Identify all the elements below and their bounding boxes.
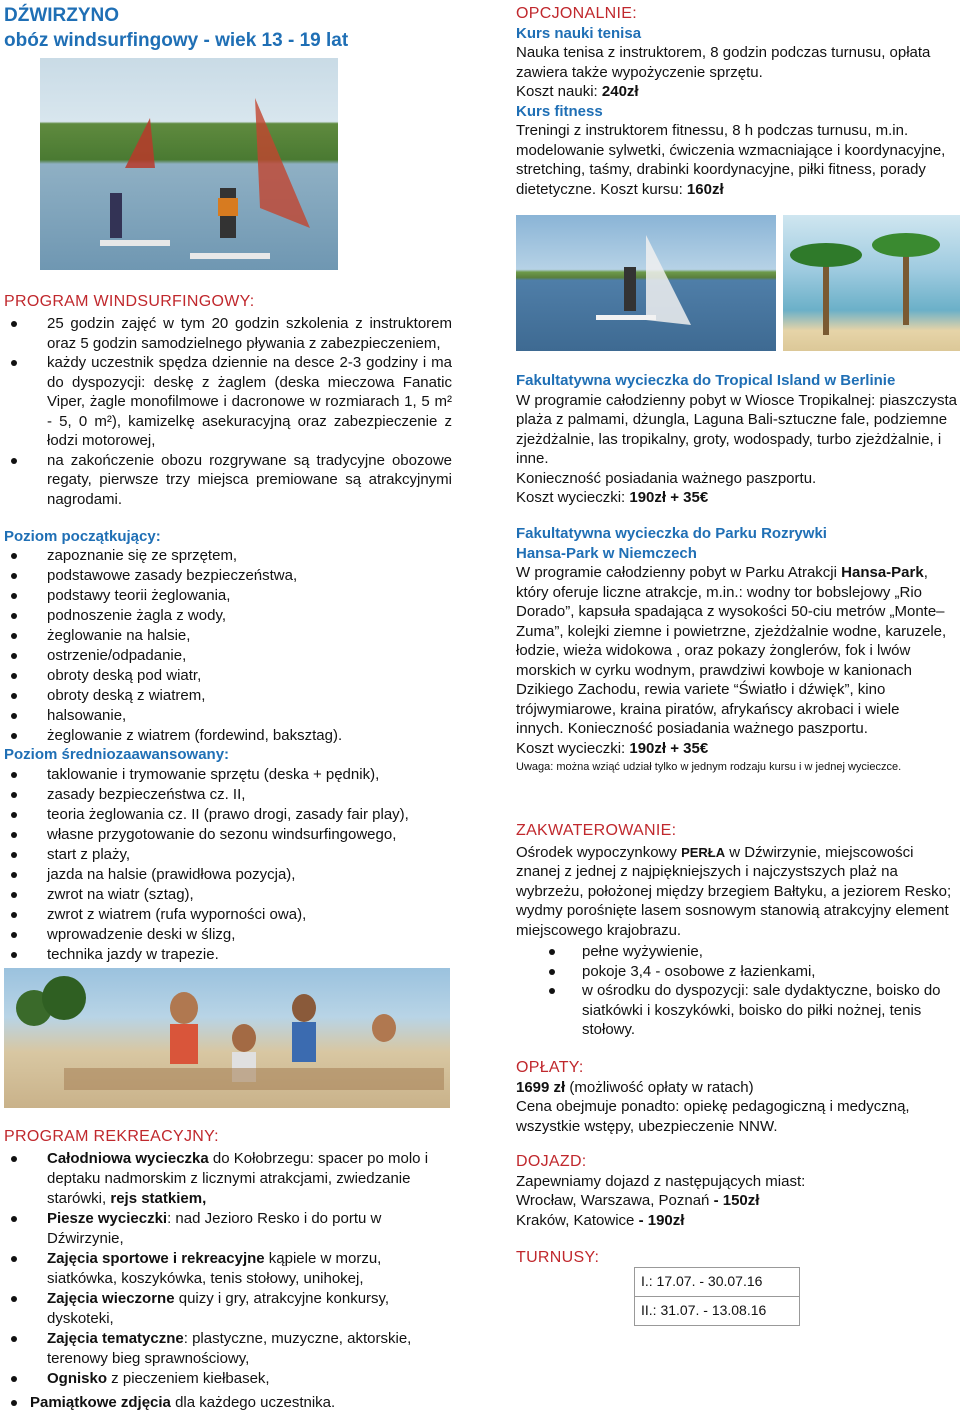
list-item: jazda na halsie (prawidłowa pozycja),: [4, 865, 452, 885]
program-item: 25 godzin zajęć w tym 20 godzin szkolenia z instruktorem oraz 5 godzin samodzielnego pływania z zabezpieczeniem,: [4, 314, 452, 353]
hansa-section: [516, 524, 948, 775]
program-item: na zakończenie obozu rozgrywane są tradycyjne obozowe regaty, pierwsze trzy miejsca premiowane są atrakcyjnymi nagrodami.: [4, 451, 452, 510]
list-item: halsowanie,: [4, 706, 452, 726]
list-item: taklowanie i trymowanie sprzętu (deska + pędnik),: [4, 765, 452, 785]
fitness-title: Kurs fitness: [516, 102, 603, 120]
fees-section: [516, 1058, 956, 1136]
beginner-list: [4, 546, 452, 746]
surfer-photo: [516, 215, 776, 351]
list-item: żeglowanie na halsie,: [4, 626, 452, 646]
travel-heading: DOJAZD:: [516, 1153, 587, 1170]
windsurfing-photo: [40, 58, 338, 270]
list-item: pełne wyżywienie,: [516, 942, 956, 962]
tropical-title: Fakultatywna wycieczka do Tropical Island w Berlinie: [516, 372, 896, 389]
recreation-item: Zajęcia wieczorne quizy i gry, atrakcyjne konkursy, dyskoteki,: [4, 1289, 444, 1329]
tennis-title: Kurs nauki tenisa: [516, 24, 642, 42]
list-item: zwrot na wiatr (sztag),: [4, 885, 452, 905]
group-photo: [4, 968, 450, 1108]
fees-price: 1699 zł (możliwość opłaty w ratach): [516, 1078, 754, 1096]
table-cell: II.: 31.07. - 13.08.16: [635, 1297, 800, 1326]
accommodation-text: Ośrodek wypoczynkowy PERŁA w Dźwirzynie, miejscowości znanej z jednej z najpiękniejszych i najczystszych plaż na wybrzeżu, położonej między brzegiem Bałtyku, a jeziorem Resko; wydmy porośnięte lasem sosnowym stanowią atrakcyjny element miejscowego krajobrazu.: [516, 843, 952, 939]
list-item: podstawowe zasady bezpieczeństwa,: [4, 566, 452, 586]
recreation-item: Zajęcia sportowe i rekreacyjne kąpiele w morzu, siatkówka, koszykówka, tenis stołowy, unihokej,: [4, 1249, 444, 1289]
tropical-cost: Koszt wycieczki: 190zł + 35€: [516, 489, 709, 506]
tennis-cost: Koszt nauki: 240zł: [516, 83, 639, 100]
beginner-heading: Poziom początkujący:: [4, 528, 161, 545]
list-item: technika jazdy w trapezie.: [4, 945, 452, 965]
page-subtitle: obóz windsurfingowy - wiek 13 - 19 lat: [4, 30, 349, 51]
list-item: obroty deską z wiatrem,: [4, 686, 452, 706]
list-item: zasady bezpieczeństwa cz. II,: [4, 785, 452, 805]
list-item: podstawy teorii żeglowania,: [4, 586, 452, 606]
table-cell: I.: 17.07. - 30.07.16: [635, 1268, 800, 1297]
optional-section: [516, 4, 956, 199]
recreation-item: Pamiątkowe zdjęcia dla każdego uczestnika.: [4, 1393, 444, 1413]
list-item: start z plaży,: [4, 845, 452, 865]
list-item: pokoje 3,4 - osobowe z łazienkami,: [516, 962, 956, 982]
intermediate-list: [4, 765, 452, 965]
tropical-passport: Konieczność posiadania ważnego paszportu.: [516, 469, 817, 487]
tropical-section: [516, 371, 960, 508]
tennis-text: Nauka tenisa z instruktorem, 8 godzin podczas turnusu, opłata zawiera także wypożyczenie sprzętu.: [516, 44, 931, 81]
recreation-item: Piesze wycieczki: nad Jezioro Resko i do portu w Dźwirzynie,: [4, 1209, 444, 1249]
tropical-photo: [783, 215, 960, 351]
fees-text: Cena obejmuje ponadto: opiekę pedagogiczną i medyczną, wszystkie wstępy, ubezpieczenie NNW.: [516, 1098, 910, 1135]
hansa-cost: Koszt wycieczki: 190zł + 35€: [516, 739, 709, 757]
recreation-last: [4, 1393, 444, 1413]
turnusy-heading: TURNUSY:: [516, 1249, 600, 1266]
recreation-item: Zajęcia tematyczne: plastyczne, muzyczne, aktorskie, terenowy bieg sprawnościowy,: [4, 1329, 444, 1369]
recreation-item: Całodniowa wycieczka do Kołobrzegu: spacer po molo i deptaku nadmorskim z licznymi atrakcjami, zwiedzanie starówki, rejs statkiem,: [4, 1149, 444, 1209]
list-item: ostrzenie/odpadanie,: [4, 646, 452, 666]
list-item: obroty deską pod wiatr,: [4, 666, 452, 686]
program-section: [4, 314, 452, 509]
recreation-item: Ognisko z pieczeniem kiełbasek,: [4, 1369, 444, 1389]
list-item: własne przygotowanie do sezonu windsurfingowego,: [4, 825, 452, 845]
table-row: [635, 1268, 800, 1297]
group-illustration: [4, 968, 450, 1108]
travel-line: Wrocław, Warszawa, Poznań - 150zł: [516, 1192, 760, 1209]
list-item: żeglowanie z wiatrem (fordewind, baksztag).: [4, 726, 452, 746]
page-header: [4, 4, 348, 54]
hansa-subtitle: Hansa-Park w Niemczech: [516, 544, 697, 562]
hansa-note: Uwaga: można wziąć udział tylko w jednym rodzaju kursu i w jednej wycieczce.: [516, 761, 902, 773]
list-item: wprowadzenie deski w ślizg,: [4, 925, 452, 945]
accommodation-section: [516, 821, 956, 1040]
turnusy-table: [634, 1267, 800, 1326]
table-row: [635, 1297, 800, 1326]
fees-heading: OPŁATY:: [516, 1059, 584, 1076]
accommodation-heading: ZAKWATEROWANIE:: [516, 822, 677, 839]
recreation-list: [4, 1149, 444, 1389]
list-item: w ośrodku do dyspozycji: sale dydaktyczne, boisko do siatkówki i koszykówki, boisko do piłki nożnej, tenis stołowy.: [516, 981, 956, 1040]
windsurf-illustration: [40, 58, 338, 270]
list-item: zapoznanie się ze sprzętem,: [4, 546, 452, 566]
fitness-text: Treningi z instruktorem fitnessu, 8 h podczas turnusu, m.in. modelowanie sylwetki, ćwiczenia wzmacniające i koordynacyjne, stretching, taśmy, drabinki koordynacyjne, piłki fitness, porady dietetyczne. Koszt kursu: 160zł: [516, 122, 946, 198]
intermediate-heading: Poziom średniozaawansowany:: [4, 746, 230, 763]
list-item: zwrot z wiatrem (rufa wyporności owa),: [4, 905, 452, 925]
surfer-illustration: [516, 215, 776, 351]
travel-line: Kraków, Katowice - 190zł: [516, 1211, 685, 1229]
hansa-title: Fakultatywna wycieczka do Parku Rozrywki: [516, 525, 827, 542]
recreation-heading: PROGRAM REKREACYJNY:: [4, 1128, 219, 1145]
program-heading: PROGRAM WINDSURFINGOWY:: [4, 293, 255, 310]
palm-illustration: [783, 215, 960, 351]
optional-heading: OPCJONALNIE:: [516, 5, 637, 22]
list-item: podnoszenie żagla z wody,: [4, 606, 452, 626]
hansa-text: W programie całodzienny pobyt w Parku Atrakcji Hansa-Park, który oferuje liczne atrakcje, m.in.: wodny tor bobslejowy „Rio Dorado”, kapsuła spadająca z wysokości 50-ciu metrów „Monte–Zuma”, kolejki ziemne i powietrzne, zjeżdżalnie wodne, karuzele, łodzie, wieża widokowa , oraz pokazy żonglerów, fok i lwów morskich w cyrku wodnym, prawdziwi kowboje w kanionach Dzikiego Zachodu, rewia variete “Światło i dźwięk”, kino trójwymiarowe, kraina piratów, afrykańscy akrobaci i wiele innych. Konieczność posiadania ważnego paszportu.: [516, 564, 947, 737]
list-item: teoria żeglowania cz. II (prawo drogi, zasady fair play),: [4, 805, 452, 825]
travel-text: Zapewniamy dojazd z następujących miast:: [516, 1172, 806, 1190]
travel-section: [516, 1152, 956, 1230]
tropical-text: W programie całodzienny pobyt w Wiosce Tropikalnej: piaszczysta plaża z palmami, dżungla, Laguna Bali-sztuczne fale, podziemne zjeżdżalnie, las tropikalny, groty, wodospady, turbo zjeżdżalnie, i inne.: [516, 391, 958, 467]
program-item: każdy uczestnik spędza dziennie na desce 2-3 godziny i ma do dyspozycji: deskę z żaglem (deska mieczowa Fanatic Viper, żagle monofilmowe i dacronowe w rozmiarach 1, 5 m² - 5, 0 m²), kamizelkę asekuracyjną oraz zabezpieczenie z łodzi motorowej,: [4, 353, 452, 451]
page-title: DŹWIRZYNO: [4, 5, 120, 26]
